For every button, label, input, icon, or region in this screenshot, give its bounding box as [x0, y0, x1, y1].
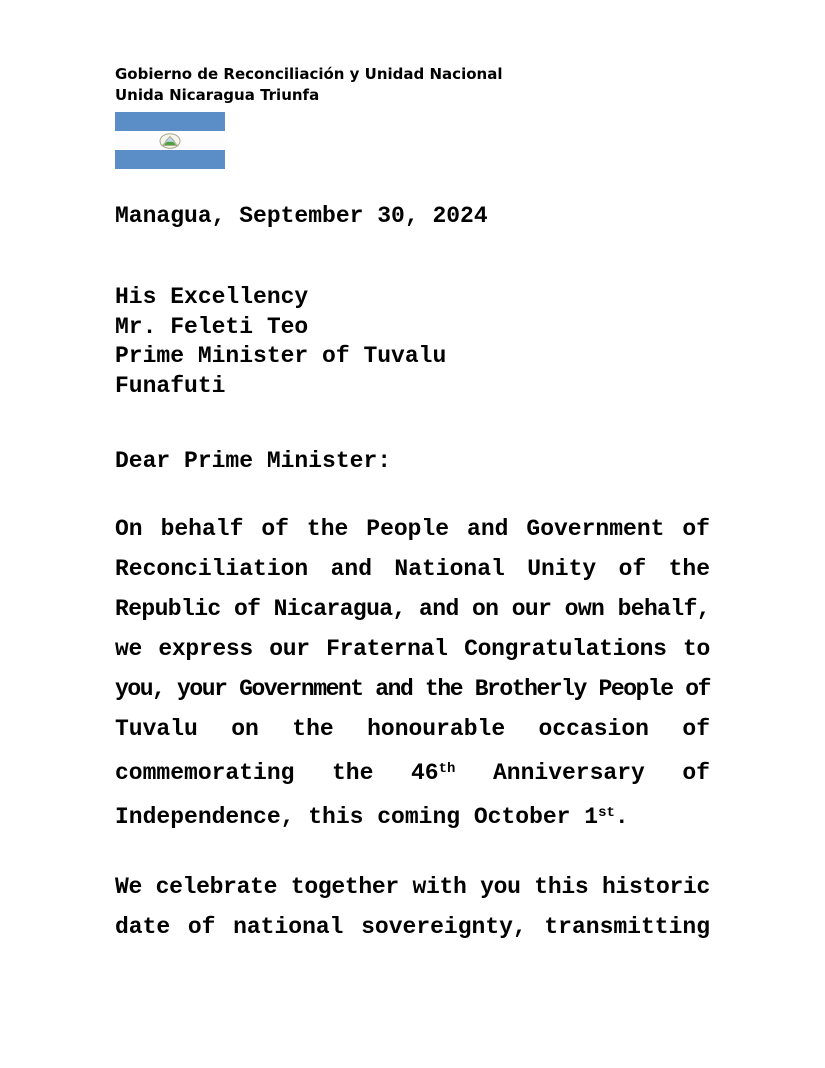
letterhead-motto: Unida Nicaragua Triunfa — [115, 86, 320, 104]
body-line: you, your Government and the Brotherly People of — [115, 676, 710, 702]
recipient-line: Prime Minister of Tuvalu — [115, 343, 447, 370]
recipient-line: Mr. Feleti Teo — [115, 313, 309, 340]
paragraph-1 — [115, 509, 710, 837]
body-line: date of national sovereignty, transmitting — [115, 914, 710, 940]
body-line: We celebrate together with you this historic — [115, 874, 710, 900]
dateline: Managua, September 30, 2024 — [115, 203, 488, 229]
salutation: Dear Prime Minister: — [115, 448, 392, 474]
ordinal-superscript: th — [438, 761, 456, 777]
letterhead — [115, 64, 502, 106]
recipient-line: His Excellency — [115, 284, 309, 310]
paragraph-2 — [115, 867, 710, 947]
recipient-line: Funafuti — [115, 372, 226, 399]
body-line: we express our Fraternal Congratulations to — [115, 636, 710, 662]
ordinal-superscript: st — [598, 805, 615, 821]
flag-stripe-top — [115, 112, 225, 131]
body-line: Reconciliation and National Unity of the — [115, 556, 710, 582]
letterhead-org-name: Gobierno de Reconciliación y Unidad Nacional — [115, 65, 503, 83]
nicaragua-coat-of-arms-icon — [159, 133, 181, 149]
recipient-block — [115, 283, 446, 401]
body-line: commemorating the 46th Anniversary of — [115, 760, 710, 786]
body-line: Independence, this coming October 1st. — [115, 804, 629, 830]
body-line: Tuvalu on the honourable occasion of — [115, 716, 710, 742]
body-line: On behalf of the People and Government of — [115, 516, 710, 542]
flag-stripe-bottom — [115, 150, 225, 169]
body-line: Republic of Nicaragua, and on our own behalf, — [115, 596, 710, 622]
nicaragua-flag — [115, 112, 225, 169]
